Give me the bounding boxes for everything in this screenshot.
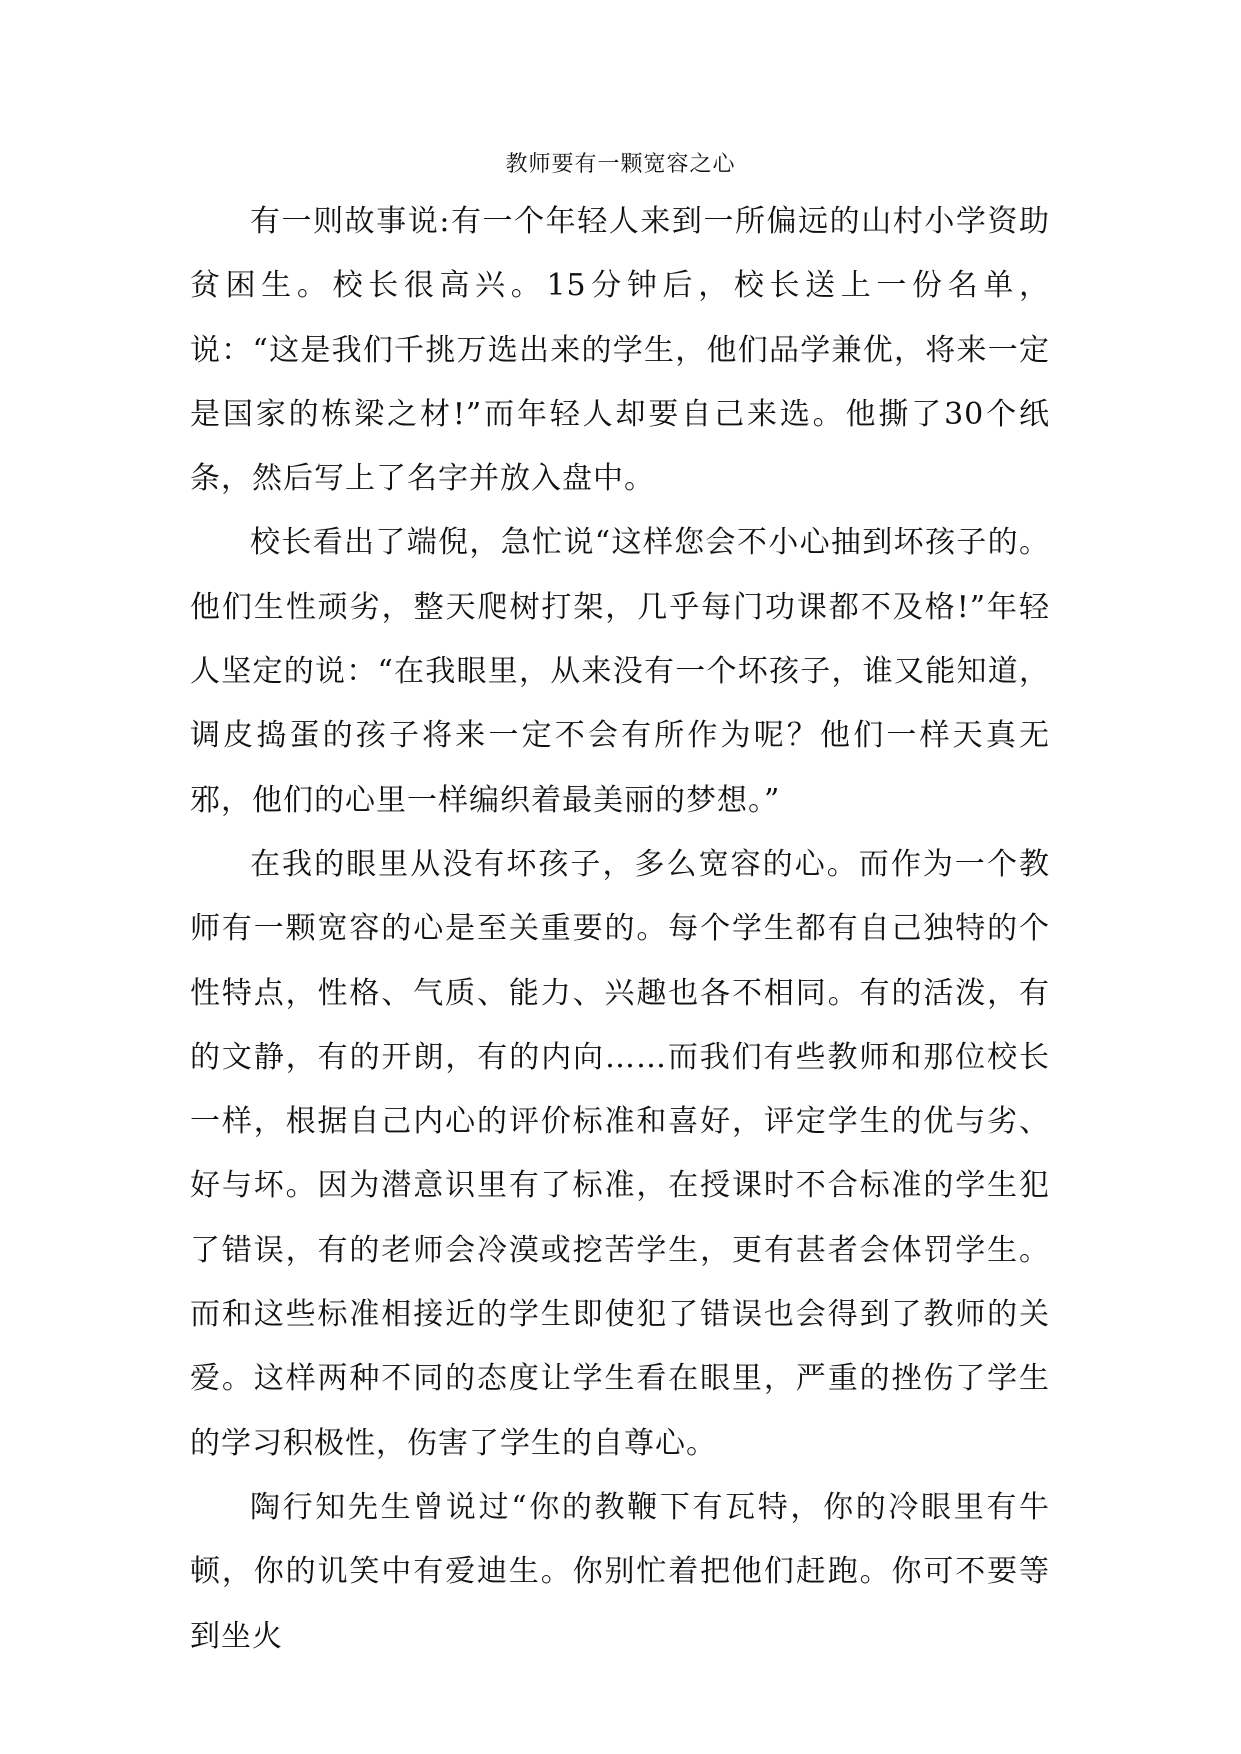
paragraph-1: 有一则故事说:有一个年轻人来到一所偏远的山村小学资助贫困生。校长很高兴。15分钟后，校长送上一份名单，说：“这是我们千挑万选出来的学生，他们品学兼优，将来一定是国家的栋梁之材!”而年轻人却要自己来选。他撕了30个纸条，然后写上了名字并放入盘中。 — [190, 204, 1050, 497]
document-title: 教师要有一颗宽容之心 — [505, 152, 736, 177]
paragraph-3: 在我的眼里从没有坏孩子，多么宽容的心。而作为一个教师有一颗宽容的心是至关重要的。每个学生都有自己独特的个性特点，性格、气质、能力、兴趣也各不相同。有的活泼，有的文静，有的开朗，有的内向……而我们有些教师和那位校长一样，根据自己内心的评价标准和喜好，评定学生的优与劣、好与坏。因为潜意识里有了标准，在授课时不合标准的学生犯了错误，有的老师会冷漠或挖苦学生，更有甚者会体罚学生。而和这些标准相接近的学生即使犯了错误也会得到了教师的关爱。这样两种不同的态度让学生看在眼里，严重的挫伤了学生的学习积极性，伤害了学生的自尊心。 — [190, 846, 1050, 1461]
paragraph-2: 校长看出了端倪，急忙说“这样您会不小心抽到坏孩子的。他们生性顽劣，整天爬树打架，几乎每门功课都不及格!”年轻人坚定的说：“在我眼里，从来没有一个坏孩子，谁又能知道，调皮捣蛋的孩子将来一定不会有所作为呢？他们一样天真无邪，他们的心里一样编织着最美丽的梦想。” — [190, 525, 1050, 818]
document-body — [190, 190, 1050, 1669]
paragraph-4: 陶行知先生曾说过“你的教鞭下有瓦特，你的冷眼里有牛顿，你的讥笑中有爱迪生。你别忙着把他们赶跑。你可不要等到坐火 — [190, 1489, 1050, 1654]
